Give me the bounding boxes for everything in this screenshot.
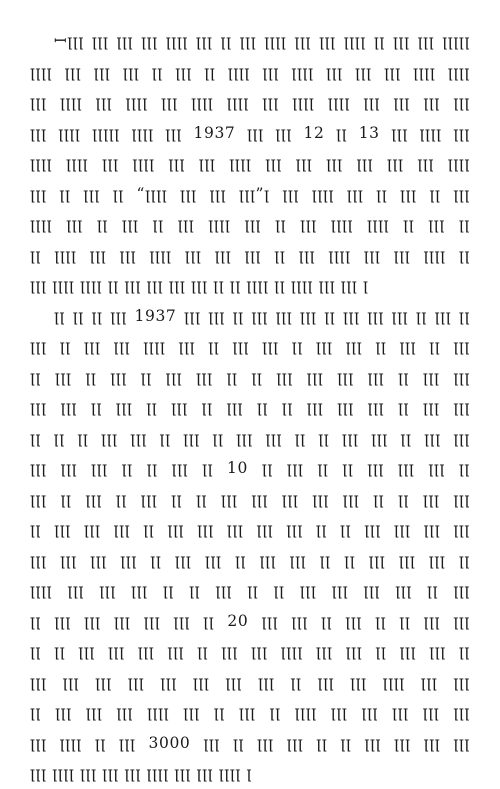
text-line: ꞁꞁꞁ ꞁꞁꞁꞁ ꞁꞁꞁ ꞁꞁꞁ ꞁꞁꞁ ꞁꞁꞁꞁ ꞁꞁꞁ ꞁꞁꞁ ꞁꞁꞁꞁ ꞁ <box>30 764 253 782</box>
text-line: ꞁꞁ ꞁꞁ ꞁꞁ ꞁꞁꞁ ꞁꞁꞁ ꞁꞁ ꞁꞁꞁ ꞁꞁ ꞁꞁꞁ ꞁꞁꞁ ꞁꞁ ꞁꞁ ꞁꞁꞁ ꞁꞁꞁ ꞁꞁ ꞁꞁꞁ ꞁꞁꞁ <box>30 428 470 447</box>
text-line: ꞁꞁꞁꞁ ꞁꞁꞁꞁ ꞁꞁꞁ ꞁꞁꞁꞁ ꞁꞁꞁ ꞁꞁꞁ ꞁꞁꞁꞁ ꞁꞁꞁ ꞁꞁꞁ ꞁꞁꞁ ꞁꞁꞁ ꞁꞁꞁ ꞁꞁꞁ ꞁꞁꞁꞁ <box>30 154 470 172</box>
text-line: ꞁꞁꞁꞁ ꞁꞁꞁ ꞁꞁꞁ ꞁꞁꞁ ꞁꞁ ꞁꞁ ꞁꞁꞁ ꞁꞁ ꞁꞁ ꞁꞁꞁ ꞁꞁꞁ ꞁꞁꞁ ꞁꞁꞁ ꞁꞁ ꞁꞁꞁ <box>30 581 470 599</box>
text-line: ꞁꞁ ꞁꞁꞁꞁ ꞁꞁꞁ ꞁꞁꞁ ꞁꞁꞁꞁ ꞁꞁꞁ ꞁꞁꞁ ꞁꞁꞁ ꞁꞁ ꞁꞁꞁ ꞁꞁꞁꞁ ꞁꞁꞁ ꞁꞁꞁ ꞁꞁꞁꞁ ꞁꞁ <box>30 245 470 264</box>
text-line: ꞁꞁ ꞁꞁ ꞁꞁ ꞁꞁꞁ 1937 ꞁꞁꞁ ꞁꞁꞁ ꞁꞁ ꞁꞁꞁ ꞁꞁꞁ ꞁꞁꞁ ꞁꞁ ꞁꞁꞁ ꞁꞁꞁ ꞁꞁꞁ ꞁꞁ ꞁꞁꞁ ꞁꞁ <box>54 306 470 325</box>
text-line: ꞁꞁ ꞁꞁꞁ ꞁꞁꞁ ꞁꞁꞁ ꞁꞁꞁ ꞁꞁꞁ ꞁꞁ 20 ꞁꞁꞁ ꞁꞁꞁ ꞁꞁ ꞁꞁꞁ ꞁꞁ ꞁꞁ ꞁꞁꞁ ꞁꞁꞁ <box>30 611 470 630</box>
paragraph <box>30 301 470 789</box>
text-line: ꞁꞁꞁ ꞁꞁꞁꞁ ꞁꞁꞁ ꞁꞁꞁꞁ ꞁꞁꞁ ꞁꞁꞁꞁ ꞁꞁꞁꞁ ꞁꞁꞁ ꞁꞁꞁꞁ ꞁꞁꞁꞁ ꞁꞁꞁ ꞁꞁꞁ ꞁꞁꞁ ꞁꞁꞁ <box>30 93 470 111</box>
text-line: ꞁꞁꞁ ꞁꞁꞁꞁ ꞁꞁꞁꞁ ꞁꞁ ꞁꞁꞁ ꞁꞁꞁ ꞁꞁꞁ ꞁꞁꞁ ꞁꞁ ꞁꞁ ꞁꞁꞁꞁ ꞁꞁ ꞁꞁꞁꞁ ꞁꞁꞁ ꞁꞁꞁ ꞁ <box>30 276 369 294</box>
text-line: ꞁꞁꞁꞁ ꞁꞁꞁ ꞁꞁꞁ ꞁꞁꞁ ꞁꞁ ꞁꞁꞁ ꞁꞁ ꞁꞁꞁꞁ ꞁꞁꞁ ꞁꞁꞁꞁ ꞁꞁꞁ ꞁꞁꞁ ꞁꞁꞁ ꞁꞁꞁꞁ ꞁꞁꞁꞁ <box>30 62 470 81</box>
text-line: ꞁꞁꞁꞁ ꞁꞁꞁ ꞁꞁ ꞁꞁꞁ ꞁꞁ ꞁꞁꞁ ꞁꞁꞁꞁ ꞁꞁꞁ ꞁꞁ ꞁꞁꞁ ꞁꞁꞁꞁ ꞁꞁꞁꞁ ꞁꞁ ꞁꞁꞁ ꞁꞁ <box>30 215 470 233</box>
text-line: ꞁꞁ ꞁꞁꞁ ꞁꞁ ꞁꞁꞁ ꞁꞁ ꞁꞁꞁ ꞁꞁꞁ ꞁꞁ ꞁꞁ ꞁꞁꞁ ꞁꞁꞁ ꞁꞁꞁ ꞁꞁꞁ ꞁꞁ ꞁꞁꞁ ꞁꞁꞁ <box>30 367 470 386</box>
text-line: ꞁꞁ ꞁꞁꞁ ꞁꞁꞁ ꞁꞁꞁ ꞁꞁꞁꞁ ꞁꞁꞁ ꞁꞁ ꞁꞁꞁ ꞁꞁ ꞁꞁꞁꞁ ꞁꞁꞁ ꞁꞁꞁ ꞁꞁꞁ ꞁꞁꞁ ꞁꞁꞁ <box>30 703 470 721</box>
text-line: ꞁꞁꞁ ꞁꞁꞁ ꞁꞁꞁ ꞁꞁꞁ ꞁꞁꞁ ꞁꞁꞁ ꞁꞁꞁ ꞁꞁꞁ ꞁꞁ ꞁꞁꞁ ꞁꞁꞁ ꞁꞁꞁꞁ ꞁꞁꞁ ꞁꞁꞁ <box>30 672 470 691</box>
text-line: ꞁꞁꞁ ꞁꞁꞁꞁ ꞁꞁꞁꞁꞁ ꞁꞁꞁꞁ ꞁꞁꞁ 1937 ꞁꞁꞁ ꞁꞁꞁ 12 ꞁꞁ 13 ꞁꞁꞁ ꞁꞁꞁꞁ ꞁꞁꞁ <box>30 123 470 142</box>
text-line: ꞁꞁꞁ ꞁꞁꞁ ꞁꞁꞁ ꞁꞁ ꞁꞁ ꞁꞁꞁ ꞁꞁ 10 ꞁꞁ ꞁꞁꞁ ꞁꞁ ꞁꞁ ꞁꞁꞁ ꞁꞁꞁ ꞁꞁꞁ ꞁꞁ <box>30 459 470 477</box>
text-line: ꞁꞁꞁ ꞁꞁꞁꞁ ꞁꞁ ꞁꞁꞁ 3000 ꞁꞁꞁ ꞁꞁ ꞁꞁꞁ ꞁꞁꞁ ꞁꞁ ꞁꞁ ꞁꞁꞁ ꞁꞁꞁ ꞁꞁꞁ ꞁꞁꞁ <box>30 733 470 752</box>
text-line: ꞁꞁꞁ ꞁꞁꞁ ꞁꞁꞁ ꞁꞁꞁ ꞁꞁ ꞁꞁꞁ ꞁꞁꞁ ꞁꞁ ꞁꞁꞁ ꞁꞁꞁ ꞁꞁ ꞁꞁ ꞁꞁꞁ ꞁꞁꞁ ꞁꞁꞁ ꞁꞁ <box>30 550 470 569</box>
text-line: ꞁꞁꞁ ꞁꞁ ꞁꞁꞁ ꞁꞁ ꞁꞁꞁ ꞁꞁ ꞁꞁ ꞁꞁꞁ ꞁꞁꞁ ꞁꞁꞁ ꞁꞁꞁ ꞁꞁꞁ ꞁꞁ ꞁꞁ ꞁꞁꞁ ꞁꞁꞁ <box>30 489 470 508</box>
text-line: ꟷꞁꞁꞁ ꞁꞁꞁ ꞁꞁꞁ ꞁꞁꞁ ꞁꞁꞁꞁ ꞁꞁꞁ ꞁꞁ ꞁꞁꞁ ꞁꞁꞁꞁ ꞁꞁꞁ ꞁꞁꞁ ꞁꞁꞁꞁ ꞁꞁ ꞁꞁꞁ ꞁꞁꞁ ꞁꞁꞁꞁꞁ <box>54 32 470 50</box>
text-line: ꞁꞁ ꞁꞁ ꞁꞁꞁ ꞁꞁꞁ ꞁꞁꞁ ꞁꞁꞁ ꞁꞁ ꞁꞁꞁ ꞁꞁꞁ ꞁꞁꞁꞁ ꞁꞁꞁ ꞁꞁꞁ ꞁꞁ ꞁꞁꞁ ꞁꞁꞁ ꞁꞁ <box>30 642 470 660</box>
text-line: ꞁꞁꞁ ꞁꞁꞁ ꞁꞁ ꞁꞁꞁ ꞁꞁ ꞁꞁꞁ ꞁꞁ ꞁꞁꞁ ꞁꞁ ꞁꞁ ꞁꞁꞁ ꞁꞁꞁ ꞁꞁꞁ ꞁꞁ ꞁꞁꞁ ꞁꞁꞁ <box>30 398 470 416</box>
text-line: ꞁꞁꞁ ꞁꞁ ꞁꞁꞁ ꞁꞁꞁ ꞁꞁꞁꞁ ꞁꞁꞁ ꞁꞁ ꞁꞁꞁ ꞁꞁꞁ ꞁꞁ ꞁꞁꞁ ꞁꞁꞁ ꞁꞁ ꞁꞁꞁ ꞁꞁ ꞁꞁꞁ <box>30 337 470 355</box>
document-body <box>30 26 470 789</box>
text-line: ꞁꞁ ꞁꞁꞁ ꞁꞁꞁ ꞁꞁꞁ ꞁꞁ ꞁꞁꞁ ꞁꞁꞁ ꞁꞁꞁ ꞁꞁꞁ ꞁꞁꞁ ꞁꞁ ꞁꞁ ꞁꞁꞁ ꞁꞁꞁ ꞁꞁꞁ ꞁꞁꞁ <box>30 520 470 538</box>
text-line: ꞁꞁꞁ ꞁꞁ ꞁꞁꞁ ꞁꞁ “ꞁꞁꞁꞁ ꞁꞁꞁ ꞁꞁꞁ ꞁꞁꞁ”ꞁ ꞁꞁꞁ ꞁꞁꞁꞁ ꞁꞁꞁ ꞁꞁ ꞁꞁꞁ ꞁꞁ ꞁꞁꞁ <box>30 184 470 203</box>
paragraph <box>30 26 470 301</box>
